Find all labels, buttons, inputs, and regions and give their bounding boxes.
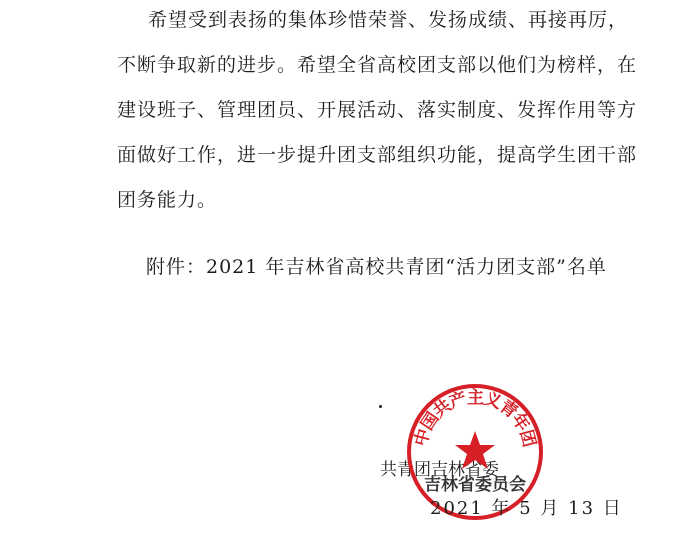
paragraph-line-1: 希望受到表扬的集体珍惜荣誉、发扬成绩、再接再厉，: [148, 9, 629, 31]
seal-bottom-text: 吉林省委员会: [424, 475, 526, 495]
paragraph-line-4: 面做好工作，进一步提升团支部组织功能，提高学生团干部: [117, 144, 638, 166]
attachment-line: 附件：2021 年吉林省高校共青团“活力团支部”名单: [146, 256, 607, 278]
paragraph-line-5: 团务能力。: [117, 189, 218, 211]
seal-star-icon: [455, 431, 495, 469]
signer-org: 共青团吉林省委: [380, 460, 499, 480]
seal-ring-text: 中国共产主义青年团: [411, 388, 539, 449]
paragraph-line-3: 建设班子、管理团员、开展活动、落实制度、发挥作用等方: [117, 99, 638, 121]
ink-dot: [379, 405, 382, 408]
signature-date: 2021 年 5 月 13 日: [430, 498, 623, 519]
paragraph-line-2: 不断争取新的进步。希望全省高校团支部以他们为榜样，在: [117, 54, 638, 76]
